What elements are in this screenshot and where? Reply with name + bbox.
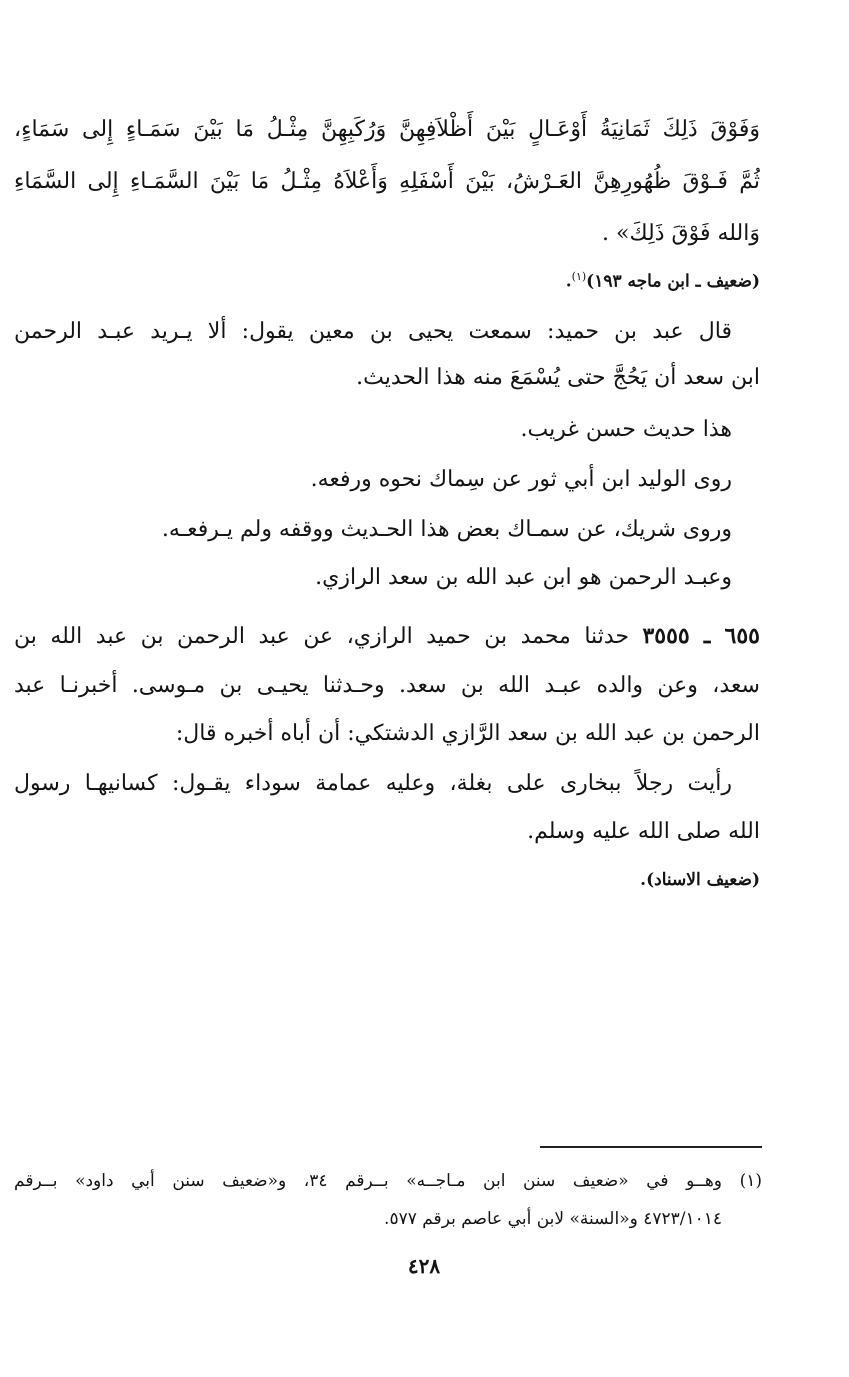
hadith-654-grading [14, 270, 760, 292]
comment-2: هذا حديث حسن غريب. [520, 417, 732, 442]
footnote-line-2: ٤٧٢٣/١٠١٤ و«السنة» لابن أبي عاصم برقم ٥٧٧. [384, 1209, 722, 1229]
hadith-654-line-1: وَفَوْقَ ذَلِكَ ثَمَانِيَةُ أَوْعَـالٍ بَيْنَ أَظْلاَفِهِنَّ وَرُكَبِهِنَّ مِثْـلُ مَا بَيْنَ سَمَـاءٍ إِلى سَمَاءٍ، [14, 117, 760, 142]
hadith-number: ٦٥٥ ـ ٣٥٥٥ [642, 623, 760, 649]
comment-4: وروى شريك، عن سمـاك بعض هذا الحـديث ووقفه ولم يـرفعـه. [161, 517, 732, 542]
hadith-655-line-1 [14, 614, 760, 662]
hadith-655-isnad-start: حدثنا محمد بن حميد الرازي، عن عبد الرحمن بن عبد الله بن [14, 624, 629, 649]
comment-1-line-1: قال عبد بن حميد: سمعت يحيى بن معين يقول: ألا يـريد عبـد الرحمن [14, 319, 732, 344]
grading-text: (ضعيف ـ ابن ماجه ١٩٣) [586, 271, 760, 292]
hadith-654-line-2: ثُمَّ فَـوْقَ ظُهُورِهِنَّ العَـرْشُ، بَيْنَ أَسْفَلِهِ وَأَعْلاَهُ مِثْـلُ مَا بَيْنَ السَّمَـاءِ إِلى السَّمَاءِ [14, 169, 760, 194]
hadith-655-line-2: سعد، وعن والده عبـد الله بن سعد. وحـدثنا يحيـى بن مـوسى. أخبرنـا عبد [14, 673, 760, 698]
hadith-655-matn-line-1: رأيت رجلاً ببخارى على بغلة، وعليه عمامة سوداء يقـول: كسانيهـا رسول [14, 771, 732, 796]
comment-1-line-2: ابن سعد أن يَحُجَّ حتى يُسْمَعَ منه هذا الحديث. [356, 365, 760, 390]
hadith-655-line-3: الرحمن بن عبد الله بن سعد الرَّازي الدشتكي: أن أباه أخبره قال: [175, 721, 760, 746]
comment-3: روى الوليد ابن أبي ثور عن سِماك نحوه ورفعه. [310, 467, 732, 492]
page-number: ٤٢٨ [407, 1254, 441, 1278]
hadith-654-line-3: وَالله فَوْقَ ذَلِكَ» . [602, 221, 760, 246]
comment-5: وعبـد الرحمن هو ابن عبد الله بن سعد الرازي. [315, 565, 732, 590]
hadith-655-matn-line-2: الله صلى الله عليه وسلم. [527, 819, 760, 844]
footnote-divider [540, 1146, 762, 1148]
footnote-line-1 [14, 1166, 762, 1198]
footnote-ref: (١) [571, 270, 587, 283]
grading-period: . [565, 271, 572, 292]
footnote-text-1: وهــو في «ضعيف سنن ابن مـاجــه» بــرقم ٣٤، و«ضعيف سنن أبي داود» بــرقم [14, 1171, 723, 1191]
hadith-655-grading: (ضعيف الاسناد). [640, 870, 760, 890]
footnote-marker: (١) [739, 1171, 762, 1191]
